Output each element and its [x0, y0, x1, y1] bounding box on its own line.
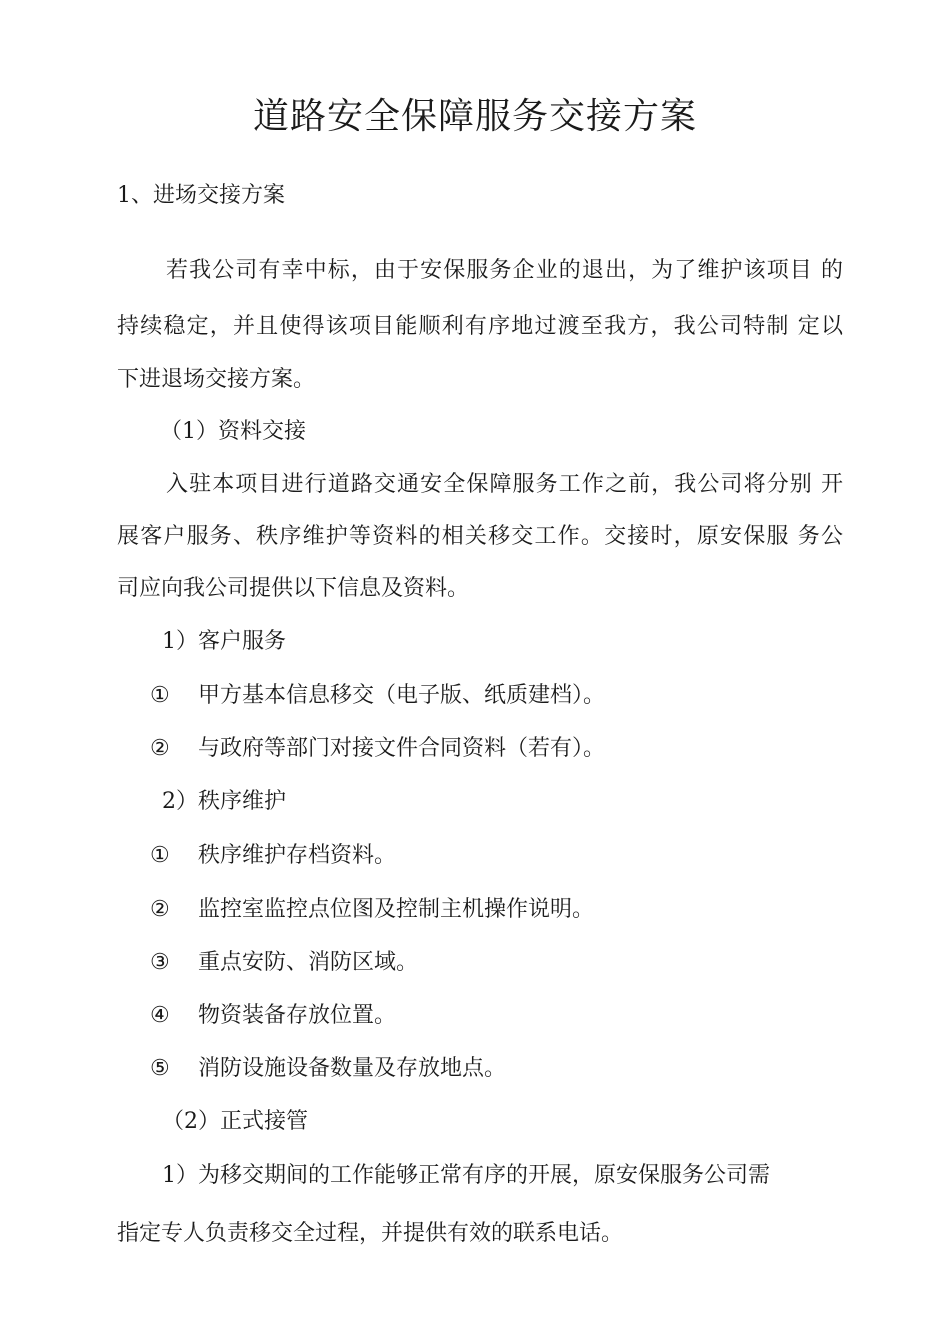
- item-number: ①: [150, 683, 170, 708]
- sub1-line-2: 展客户服务、秩序维护等资料的相关移交工作。交接时，原安保服 务公: [117, 524, 843, 549]
- item-text: 监控室监控点位图及控制主机操作说明。: [198, 897, 595, 922]
- item-text: 与政府等部门对接文件合同资料（若有）。: [198, 736, 606, 761]
- group-heading-customer-service: 1）客户服务: [162, 629, 286, 654]
- item-number: ④: [150, 1003, 170, 1028]
- item-number: ⑤: [150, 1056, 170, 1081]
- document-title: 道路安全保障服务交接方案: [252, 96, 697, 137]
- sub2-line-2: 指定专人负责移交全过程，并提供有效的联系电话。: [117, 1221, 624, 1246]
- item-text: 秩序维护存档资料。: [198, 843, 397, 868]
- item-text: 重点安防、消防区域。: [198, 950, 419, 975]
- sub2-line-1: 1）为移交期间的工作能够正常有序的开展，原安保服务公司需: [162, 1163, 770, 1188]
- item-text: 消防设施设备数量及存放地点。: [198, 1056, 507, 1081]
- item-number: ①: [150, 843, 170, 868]
- sub1-line-1: 入驻本项目进行道路交通安全保障服务工作之前，我公司将分别 开: [166, 472, 843, 497]
- item-text: 甲方基本信息移交（电子版、纸质建档）。: [198, 683, 606, 708]
- intro-line-2: 持续稳定，并且使得该项目能顺利有序地过渡至我方，我公司特制 定以: [117, 314, 843, 339]
- subsection-heading-2: （2）正式接管: [162, 1109, 308, 1134]
- group-heading-order-maintenance: 2）秩序维护: [162, 789, 286, 814]
- intro-line-3: 下进退场交接方案。: [117, 367, 316, 392]
- item-number: ②: [150, 897, 170, 922]
- intro-line-1: 若我公司有幸中标，由于安保服务企业的退出，为了维护该项目 的: [166, 258, 843, 283]
- section-heading: 1、进场交接方案: [117, 183, 285, 208]
- item-number: ③: [150, 950, 170, 975]
- subsection-heading-1: （1）资料交接: [160, 419, 306, 444]
- item-number: ②: [150, 736, 170, 761]
- sub1-line-3: 司应向我公司提供以下信息及资料。: [117, 576, 470, 601]
- item-text: 物资装备存放位置。: [198, 1003, 397, 1028]
